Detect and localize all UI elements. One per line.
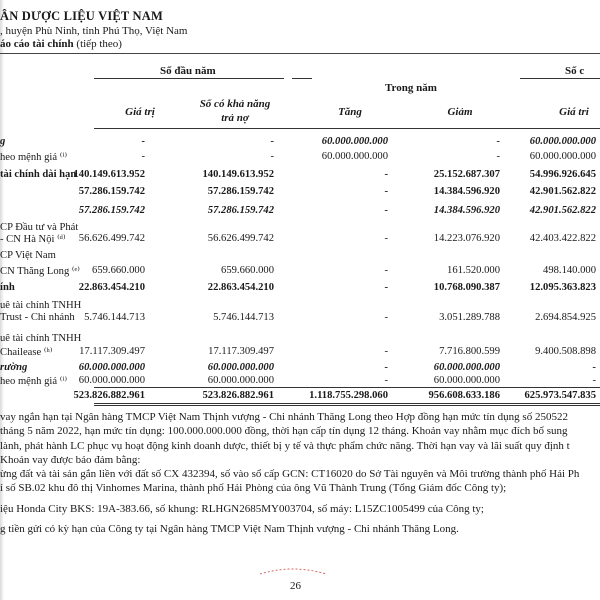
cell-decrease: 14.384.596.920 bbox=[433, 205, 500, 216]
cell-opening-value: 57.286.159.742 bbox=[78, 186, 145, 197]
cell-opening-repay: 57.286.159.742 bbox=[207, 186, 274, 197]
row-label: g bbox=[0, 136, 6, 147]
cell-increase: - bbox=[384, 346, 388, 357]
cell-closing-value: 498.140.000 bbox=[543, 265, 596, 276]
cell-increase: 60.000.000.000 bbox=[321, 151, 388, 162]
cell-closing-value: 2.694.854.925 bbox=[535, 312, 596, 323]
cell-opening-value: 17.117.309.497 bbox=[79, 346, 145, 357]
row-label: rường bbox=[0, 362, 28, 373]
cell-opening-value: - bbox=[141, 136, 145, 147]
loan-notes bbox=[0, 410, 579, 536]
cell-increase: 60.000.000.000 bbox=[321, 136, 388, 147]
cell-opening-repay: 140.149.613.952 bbox=[202, 169, 274, 180]
rule-total-bottom-1 bbox=[94, 403, 600, 404]
cell-opening-value: 60.000.000.000 bbox=[78, 362, 145, 373]
cell-opening-value: 140.149.613.952 bbox=[73, 169, 145, 180]
report-title bbox=[0, 38, 122, 50]
row-label: uê tài chính TNHH bbox=[0, 333, 82, 344]
cell-decrease: 7.716.800.599 bbox=[439, 346, 500, 357]
col-group-opening: Số đầu năm bbox=[160, 65, 216, 77]
cell-decrease: 60.000.000.000 bbox=[433, 375, 500, 386]
cell-opening-repay: 60.000.000.000 bbox=[207, 362, 274, 373]
cell-opening-value: - bbox=[141, 151, 145, 162]
cell-opening-value: 5.746.144.713 bbox=[84, 312, 145, 323]
cell-opening-repay: 60.000.000.000 bbox=[207, 375, 274, 386]
report-title-bold: áo cáo tài chính bbox=[0, 38, 74, 50]
cell-closing-value: 42.901.562.822 bbox=[529, 186, 596, 197]
row-label: CP Việt Nam bbox=[0, 250, 56, 261]
col-opening-repay-2: trả nợ bbox=[221, 112, 249, 124]
cell-increase: - bbox=[384, 362, 388, 373]
col-decrease: Giảm bbox=[447, 106, 473, 118]
cell-closing-value: 60.000.000.000 bbox=[529, 151, 596, 162]
cell-closing-value: 54.996.926.645 bbox=[529, 169, 596, 180]
note-line: g tiền gửi có kỳ hạn của Công ty tại Ngân hàng TMCP Việt Nam Thịnh vượng - Chi nhánh Thăng Long. bbox=[0, 523, 459, 536]
cell-opening-value: 56.626.499.742 bbox=[78, 233, 145, 244]
cell-decrease: 25.152.687.307 bbox=[433, 169, 500, 180]
cell-opening-value: 22.863.454.210 bbox=[78, 282, 145, 293]
company-address: , huyện Phù Ninh, tỉnh Phú Thọ, Việt Nam bbox=[0, 25, 188, 37]
cell-closing-value: 42.901.562.822 bbox=[529, 205, 596, 216]
cell-closing-value: - bbox=[592, 375, 596, 386]
cell-decrease: 956.608.633.186 bbox=[428, 390, 500, 401]
cell-increase: - bbox=[384, 186, 388, 197]
cell-opening-repay: 56.626.499.742 bbox=[207, 233, 274, 244]
page-number: 26 bbox=[290, 580, 301, 592]
cell-increase: - bbox=[384, 375, 388, 386]
cell-increase: - bbox=[384, 169, 388, 180]
cell-increase: - bbox=[384, 205, 388, 216]
note-line: ừng đất và tài sản gắn liền với đất số CX 432394, số vào sổ cấp GCN: CT16020 do Sở Tài nguyên và Môi trường thành phố Hải Ph bbox=[0, 468, 580, 481]
note-line: lành, phát hành LC phục vụ hoạt động kinh doanh dược, thiết bị y tế và thực phẩm chức năng. Thời hạn vay và lãi suất quy định t bbox=[0, 439, 570, 452]
cell-opening-repay: 659.660.000 bbox=[221, 265, 274, 276]
cell-closing-value: - bbox=[592, 362, 596, 373]
col-increase: Tăng bbox=[338, 106, 362, 118]
rule-total-top bbox=[94, 387, 600, 388]
col-group-year: Trong năm bbox=[385, 82, 437, 94]
header-divider bbox=[0, 53, 600, 54]
cell-decrease: - bbox=[496, 151, 500, 162]
cell-closing-value: 12.095.363.823 bbox=[529, 282, 596, 293]
row-label: ính bbox=[0, 282, 15, 293]
cell-opening-repay: 57.286.159.742 bbox=[207, 205, 274, 216]
cell-opening-repay: 523.826.882.961 bbox=[202, 390, 274, 401]
cell-decrease: 161.520.000 bbox=[447, 265, 500, 276]
row-label: heo mệnh giá ⁽ⁱ⁾ bbox=[0, 152, 68, 163]
col-opening-repay-1: Số có khả năng bbox=[199, 98, 271, 110]
cell-increase: - bbox=[384, 265, 388, 276]
rule-subheader bbox=[94, 128, 600, 129]
cell-opening-repay: 17.117.309.497 bbox=[208, 346, 274, 357]
cell-decrease: 14.384.596.920 bbox=[433, 186, 500, 197]
rule-year-left bbox=[292, 78, 312, 79]
note-line: ỉ số SB.02 khu đô thị Vinhomes Marina, thành phố Hải Phòng của ông Vũ Thành Trung (Tổng Giám đốc Công ty); bbox=[0, 482, 507, 495]
row-label: CN Thăng Long ⁽ᵉ⁾ bbox=[0, 266, 80, 277]
col-group-closing: Số c bbox=[565, 65, 585, 77]
rule-total-bottom-2 bbox=[94, 405, 600, 406]
row-label: CP Đầu tư và Phát bbox=[0, 222, 79, 233]
rule-closing bbox=[520, 78, 600, 79]
cell-closing-value: 9.400.508.898 bbox=[535, 346, 596, 357]
row-label: uê tài chính TNHH bbox=[0, 300, 82, 311]
cell-opening-repay: - bbox=[270, 136, 274, 147]
row-label: tài chính dài hạn bbox=[0, 169, 77, 180]
row-label: Chailease ⁽ʰ⁾ bbox=[0, 347, 53, 358]
cell-decrease: 14.223.076.920 bbox=[433, 233, 500, 244]
cell-opening-repay: 22.863.454.210 bbox=[207, 282, 274, 293]
col-closing-value: Giá tri bbox=[559, 106, 589, 118]
note-line: vay ngắn hạn tại Ngân hàng TMCP Việt Nam Thịnh vượng - Chi nhánh Thăng Long theo Hợp đồng hạn mức tín dụng số 250522 bbox=[0, 411, 568, 423]
cell-increase: - bbox=[384, 233, 388, 244]
cell-increase: - bbox=[384, 312, 388, 323]
row-label: heo mệnh giá ⁽ⁱ⁾ bbox=[0, 376, 68, 387]
cell-increase: - bbox=[384, 282, 388, 293]
cell-closing-value: 60.000.000.000 bbox=[529, 136, 596, 147]
cell-closing-value: 42.403.422.822 bbox=[529, 233, 596, 244]
cell-opening-repay: - bbox=[270, 151, 274, 162]
cell-opening-value: 659.660.000 bbox=[92, 265, 145, 276]
company-name: ÂN DƯỢC LIỆU VIỆT NAM bbox=[0, 9, 164, 23]
report-title-rest: (tiếp theo) bbox=[73, 38, 122, 50]
note-line: tháng 5 năm 2022, hạn mức tín dụng: 100.000.000.000 đồng, thời hạn cấp tín dụng 12 tháng. Khoản vay nhằm mục đích bổ sung bbox=[0, 425, 568, 438]
cell-decrease: 60.000.000.000 bbox=[433, 362, 500, 373]
cell-decrease: 10.768.090.387 bbox=[433, 282, 500, 293]
cell-opening-value: 57.286.159.742 bbox=[78, 205, 145, 216]
cell-decrease: - bbox=[496, 136, 500, 147]
note-line: iệu Honda City BKS: 19A-383.66, số khung: RLHGN2685MY003704, số máy: L15ZC1005499 của Công ty; bbox=[0, 502, 484, 515]
note-line: Khoản vay được bảo đảm bằng: bbox=[0, 453, 141, 466]
cell-opening-value: 523.826.882.961 bbox=[73, 390, 145, 401]
rule-opening bbox=[94, 78, 284, 79]
row-label: Trust - Chi nhánh bbox=[0, 312, 75, 323]
col-opening-value: Giá trị bbox=[125, 106, 155, 118]
cell-closing-value: 625.973.547.835 bbox=[524, 390, 596, 401]
stamp-mark bbox=[258, 566, 328, 576]
cell-decrease: 3.051.289.788 bbox=[439, 312, 500, 323]
cell-opening-repay: 5.746.144.713 bbox=[213, 312, 274, 323]
cell-opening-value: 60.000.000.000 bbox=[78, 375, 145, 386]
cell-increase: 1.118.755.298.060 bbox=[309, 390, 388, 401]
row-label: - CN Hà Nội ⁽ᵈ⁾ bbox=[0, 234, 66, 245]
